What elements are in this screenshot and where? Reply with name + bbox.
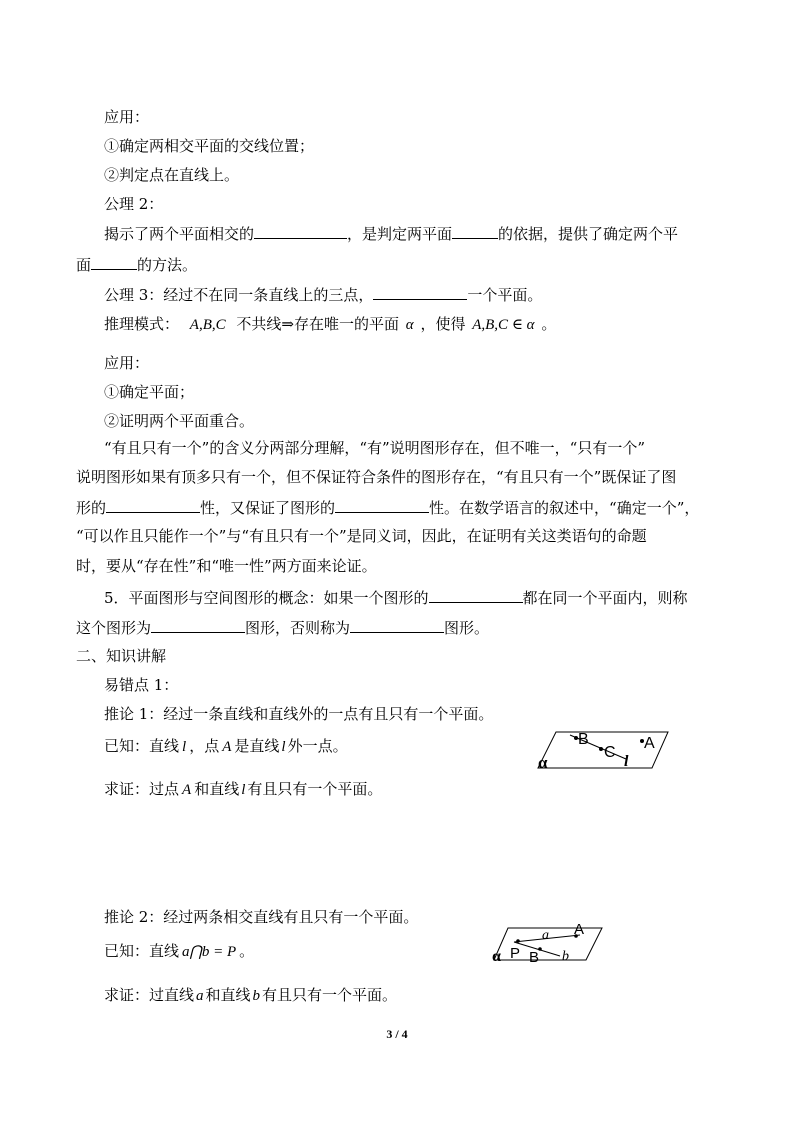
fill-blank (373, 283, 467, 300)
text-span: 图形，否则称为 (245, 619, 351, 637)
application-item-3: ①确定平面； (104, 383, 195, 401)
label-p: P (510, 945, 521, 962)
math-intersection: a⋂b = P (182, 944, 237, 960)
paragraph-line: 说明图形如果有顶多只有一个，但不保证符合条件的图形存在，“有且只有一个”既保证了图 (76, 468, 677, 486)
text-span: ，是判定两平面 (347, 225, 453, 243)
text-span: ，使得 (420, 315, 466, 333)
application-item-1: ①确定两相交平面的交线位置； (104, 137, 315, 155)
text-span: 5．平面图形与空间图形的概念：如果一个图形的 (104, 589, 429, 607)
math-l: l (182, 739, 187, 755)
text-span: 和直线 (205, 986, 251, 1004)
fill-blank (151, 616, 245, 633)
text-span: 推理模式： (104, 315, 180, 333)
math-alpha: α (405, 317, 414, 333)
text-span: 图形。 (444, 619, 490, 637)
label-a-upper: A (574, 922, 585, 938)
application-item-2: ②判定点在直线上。 (104, 166, 240, 184)
corollary-1: 推论 1：经过一条直线和直线外的一点有且只有一个平面。 (104, 705, 494, 723)
point-p (516, 939, 520, 943)
fill-blank (429, 586, 523, 603)
math-A: A (222, 739, 232, 755)
text-span: 揭示了两个平面相交的 (104, 225, 255, 243)
math-a: a (196, 988, 204, 1004)
text-span: 有且只有一个平面。 (262, 986, 398, 1004)
text-span: 。 (239, 942, 255, 960)
heading-application-2: 应用： (104, 354, 150, 372)
concept-5-line2 (76, 616, 489, 639)
prove-1 (104, 778, 382, 801)
text-span: 外一点。 (287, 737, 348, 755)
text-span: 已知：直线 (104, 942, 180, 960)
prove-2 (104, 984, 397, 1007)
text-span: 的方法。 (137, 256, 198, 274)
math-abc: A,B,C (189, 317, 226, 333)
text-span: 形的 (76, 499, 107, 517)
math-membership: A,B,C ∈ α (472, 317, 535, 333)
math-l: l (281, 739, 286, 755)
fill-blank (350, 616, 444, 633)
axiom-2-text-line1 (104, 222, 678, 245)
text-span: 性。在数学语言的叙述中，“确定一个”， (429, 499, 700, 517)
text-span: 求证：过点 (104, 780, 180, 798)
text-span: 不共线⇒存在唯一的平面 (236, 315, 399, 333)
text-span: 这个图形为 (76, 619, 152, 637)
axiom-3-text (104, 283, 542, 306)
corollary-2: 推论 2：经过两条相交直线有且只有一个平面。 (104, 908, 419, 926)
axiom-2-heading: 公理 2： (104, 195, 164, 213)
text-span: 是直线 (234, 737, 280, 755)
label-b-lower: b (562, 949, 569, 964)
fill-blank (335, 496, 429, 513)
axiom-2-text-line2 (76, 253, 197, 276)
math-l: l (241, 782, 246, 798)
concept-5-line1 (104, 586, 688, 609)
fill-blank (452, 222, 498, 239)
heading-application-1: 应用： (104, 108, 150, 126)
text-span: 和直线 (194, 780, 240, 798)
text-span: 有且只有一个平面。 (247, 780, 383, 798)
text-span: 公理 3：经过不在同一条直线上的三点， (104, 286, 374, 304)
label-alpha: α (538, 753, 548, 772)
label-alpha: α (492, 948, 501, 964)
label-c: C (604, 744, 616, 761)
point-c (599, 747, 603, 751)
page-number: 3 / 4 (386, 1027, 408, 1041)
reasoning-mode (104, 313, 556, 336)
text-span: 一个平面。 (467, 286, 543, 304)
application-item-4: ②证明两个平面重合。 (104, 412, 255, 430)
label-a-lower: a (542, 928, 549, 943)
figure-plane-line-point (534, 728, 674, 774)
fill-blank (254, 222, 347, 239)
text-span: 。 (541, 315, 557, 333)
label-b: B (578, 731, 589, 748)
paragraph-line (76, 496, 699, 519)
text-span: 的依据，提供了确定两个平 (498, 225, 679, 243)
fill-blank (91, 253, 137, 270)
given-2 (104, 940, 254, 963)
text-span: 求证：过直线 (104, 986, 195, 1004)
label-l: l (624, 753, 629, 770)
paragraph-line: “有且只有一个”的含义分两部分理解，“有”说明图形存在，但不唯一，“只有一个” (104, 439, 646, 457)
section-heading-knowledge: 二、知识讲解 (76, 647, 167, 665)
text-span: 性，又保证了图形的 (200, 499, 336, 517)
text-span: 已知：直线 (104, 737, 180, 755)
error-point-heading: 易错点 1： (104, 676, 179, 694)
math-A: A (182, 782, 192, 798)
text-span: 面 (76, 256, 92, 274)
paragraph-line: 时，要从“存在性”和“唯一性”两方面来论证。 (76, 557, 377, 575)
paragraph-line: “可以作且只能作一个”与“有且只有一个”是同义词，因此，在证明有关这类语句的命题 (76, 527, 647, 545)
text-span: 都在同一个平面内，则称 (522, 589, 688, 607)
label-a: A (644, 735, 655, 752)
math-b: b (252, 988, 261, 1004)
fill-blank (106, 496, 200, 513)
given-1 (104, 735, 348, 758)
label-b-upper: B (529, 949, 540, 964)
text-span: ，点 (189, 737, 220, 755)
figure-plane-intersecting-lines (490, 922, 608, 964)
